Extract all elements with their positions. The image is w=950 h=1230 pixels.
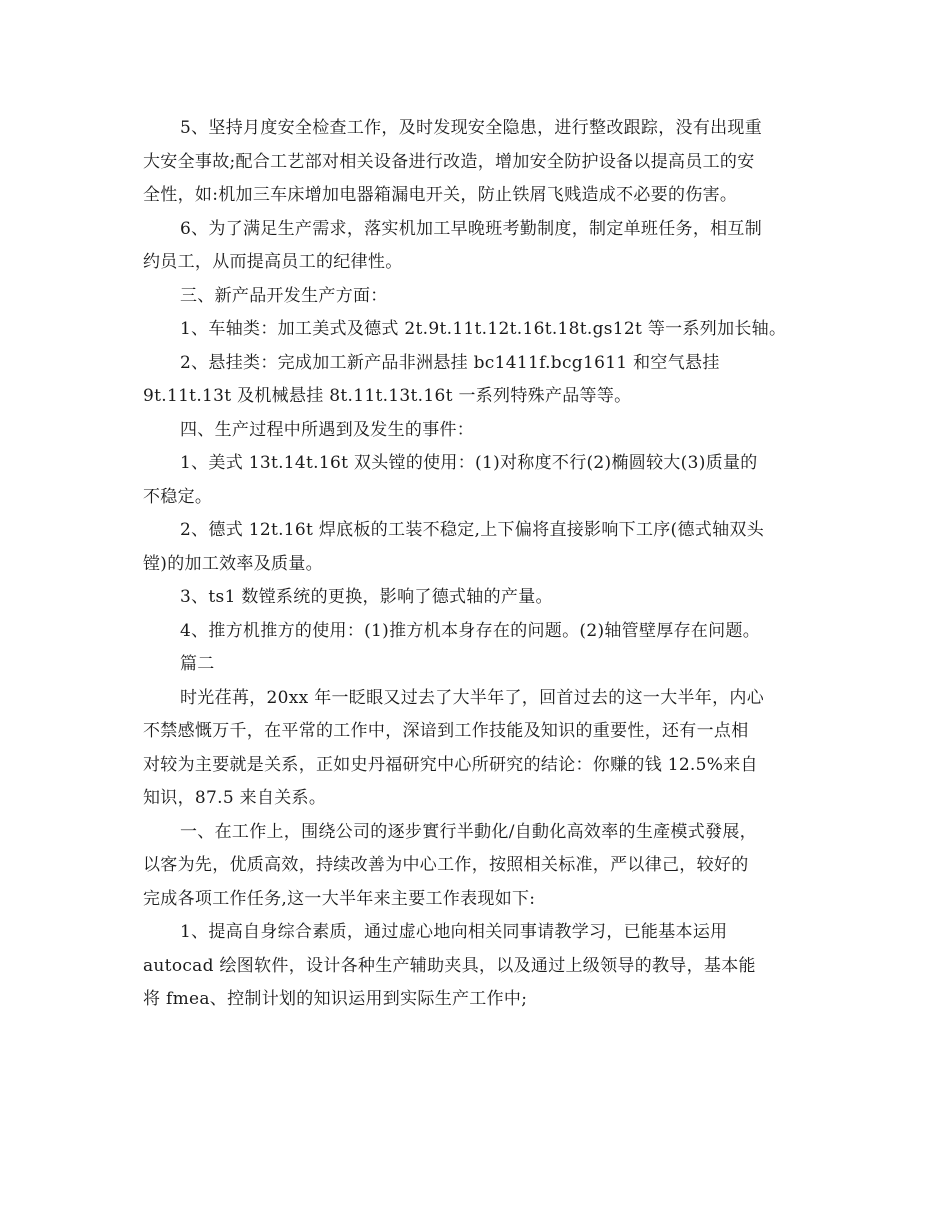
text-line: 9t.11t.13t 及机械悬挂 8t.11t.13t.16t 一系列特殊产品等等。 xyxy=(143,386,632,406)
text-line: 镗)的加工效率及质量。 xyxy=(143,553,323,574)
text-line: 不禁感慨万千，在平常的工作中，深谙到工作技能及知识的重要性，还有一点相 xyxy=(143,721,749,741)
text-line: 以客为先，优质高效，持续改善为中心工作，按照相关标准，严以律己，较好的 xyxy=(143,855,749,875)
text-line: 约员工，从而提高员工的纪律性。 xyxy=(143,252,403,272)
text-line: 6、为了满足生产需求，落实机加工早晚班考勤制度，制定单班任务，相互制 xyxy=(180,218,763,239)
text-line: 篇二 xyxy=(180,654,215,674)
text-line: 大安全事故;配合工艺部对相关设备进行改造，增加安全防护设备以提高员工的安 xyxy=(143,151,755,172)
text-line: 一、在工作上，围绕公司的逐步實行半動化/自動化高效率的生產模式發展， xyxy=(180,821,757,842)
text-line: 3、ts1 数镗系统的更换，影响了德式轴的产量。 xyxy=(180,587,553,607)
text-line: 时光荏苒，20xx 年一眨眼又过去了大半年了，回首过去的这一大半年，内心 xyxy=(180,687,765,708)
text-line: 2、悬挂类：完成加工新产品非洲悬挂 bc1411f.bcg1611 和空气悬挂 xyxy=(180,352,720,373)
text-line: 三、新产品开发生产方面： xyxy=(180,285,388,306)
text-line: 4、推方机推方的使用：(1)推方机本身存在的问题。(2)轴管壁厚存在问题。 xyxy=(180,620,761,641)
text-line: 1、美式 13t.14t.16t 双头镗的使用：(1)对称度不行(2)椭圆较大(3)质量的 xyxy=(180,453,758,473)
text-line: 完成各项工作任务,这一大半年来主要工作表现如下: xyxy=(143,888,536,909)
text-line: 5、坚持月度安全检查工作，及时发现安全隐患，进行整改跟踪，没有出现重 xyxy=(180,118,763,138)
text-line: 将 fmea、控制计划的知识运用到实际生产工作中; xyxy=(143,989,528,1009)
text-line: 2、德式 12t.16t 焊底板的工装不稳定,上下偏将直接影响下工序(德式轴双头 xyxy=(180,520,764,540)
text-line: 知识，87.5 来自关系。 xyxy=(143,788,327,808)
text-line: autocad 绘图软件，设计各种生产辅助夹具，以及通过上级领导的教导，基本能 xyxy=(143,955,756,976)
text-line: 全性，如:机加三车床增加电器箱漏电开关，防止铁屑飞贱造成不必要的伤害。 xyxy=(143,185,738,205)
text-line: 对较为主要就是关系，正如史丹福研究中心所研究的结论：你赚的钱 12.5%来自 xyxy=(143,754,758,775)
text-line: 四、生产过程中所遇到及发生的事件： xyxy=(180,419,475,440)
text-line: 1、提高自身综合素质，通过虚心地向相关同事请教学习，已能基本运用 xyxy=(180,922,728,942)
text-line: 不稳定。 xyxy=(143,486,213,507)
document-page xyxy=(143,112,813,1017)
text-line: 1、车轴类：加工美式及德式 2t.9t.11t.12t.16t.18t.gs12t 等一系列加长轴。 xyxy=(180,319,787,339)
